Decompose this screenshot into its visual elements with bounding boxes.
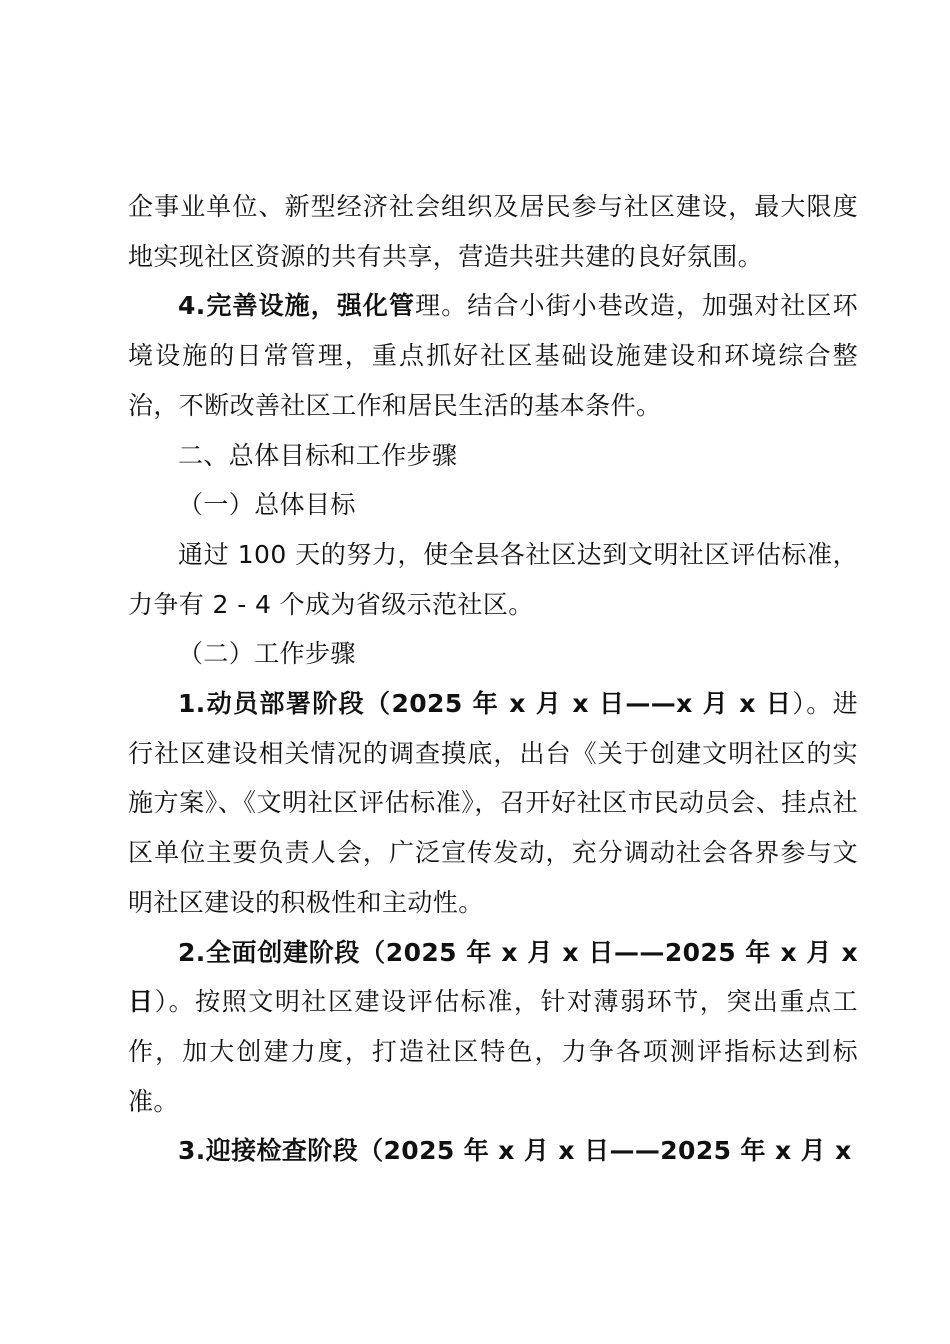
- section-heading-goals-steps: [128, 431, 858, 481]
- paragraph-text: （二）工作步骤: [178, 639, 356, 669]
- paragraph-step-1: [128, 679, 858, 928]
- paragraph-text: ）。进行社区建设相关情况的调查摸底，出台《关于创建文明社区的实施方案》、《文明社区评估标准》，召开好社区市民动员会、挂点社区单位主要负责人会，广泛宣传发动，充分调动社会各界参与文明社区建设的积极性和主动性。: [128, 689, 859, 917]
- paragraph-text: 理。结合小街小巷改造，加强对社区环境设施的日常管理，重点抓好社区基础设施建设和环境综合整治，不断改善社区工作和居民生活的基本条件。: [128, 291, 858, 420]
- paragraph-text: ）。按照文明社区建设评估标准，针对薄弱环节，突出重点工作，加大创建力度，打造社区特色，力争各项测评指标达到标准。: [128, 987, 858, 1116]
- subheading-work-steps: [128, 629, 858, 679]
- paragraph-lead: 3.迎接检查阶段（2025 年 x 月 x 日——2025 年 x 月 x: [178, 1136, 852, 1166]
- paragraph-step-2: [128, 928, 858, 1127]
- paragraph-text: 企事业单位、新型经济社会组织及居民参与社区建设，最大限度地实现社区资源的共有共享，营造共驻共建的良好氛围。: [128, 192, 858, 271]
- paragraph-text: （一）总体目标: [178, 490, 356, 520]
- paragraph-text: 通过 100 天的努力，使全县各社区达到文明社区评估标准，力争有 2 - 4 个成为省级示范社区。: [128, 539, 858, 619]
- paragraph-text: 二、总体目标和工作步骤: [178, 440, 458, 470]
- paragraph-lead: 4.完善设施，强化管: [178, 291, 416, 321]
- paragraph-lead: 1.动员部署阶段（2025 年 x 月 x 日——x 月 x 日: [178, 689, 793, 719]
- paragraph-facilities: [128, 281, 858, 430]
- paragraph-step-3: [128, 1126, 858, 1176]
- paragraph-lead: 2.全面创建阶段（2025 年 x 月 x 日——2025 年 x 月 x 日: [128, 937, 858, 1017]
- subheading-overall-goal: [128, 480, 858, 530]
- document-body: [128, 182, 858, 1176]
- paragraph-overall-goal: [128, 530, 858, 629]
- paragraph-resource-sharing: [128, 182, 858, 281]
